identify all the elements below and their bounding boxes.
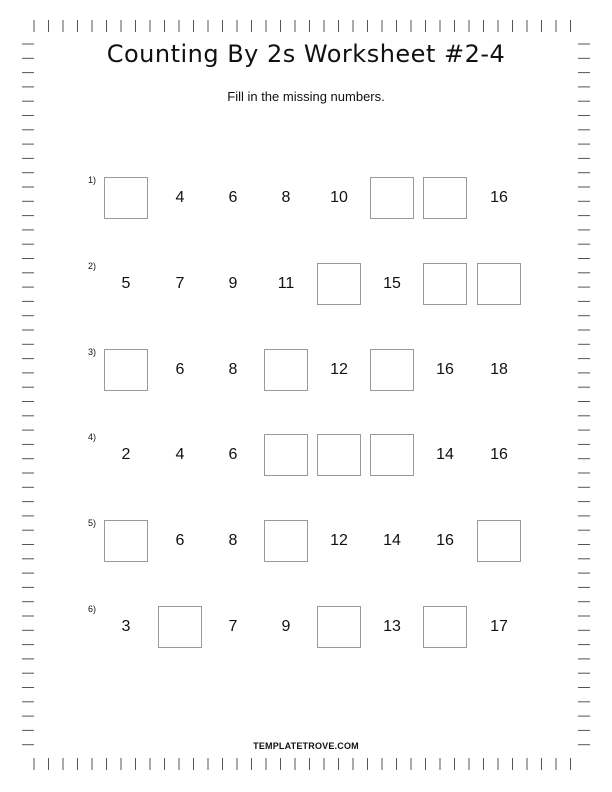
answer-box[interactable] bbox=[370, 349, 414, 391]
answer-box[interactable] bbox=[264, 520, 308, 562]
sequence-number: 18 bbox=[490, 361, 508, 378]
sequence-number: 16 bbox=[436, 361, 454, 378]
sequence-number: 8 bbox=[228, 361, 238, 378]
sequence-number: 15 bbox=[383, 275, 401, 292]
sequence-number: 10 bbox=[330, 189, 348, 206]
sequence-number: 4 bbox=[175, 189, 185, 206]
problem-number: 2) bbox=[88, 261, 97, 271]
answer-box[interactable] bbox=[423, 263, 467, 305]
sequence-number: 6 bbox=[175, 361, 185, 378]
answer-box[interactable] bbox=[264, 434, 308, 476]
problem-number: 1) bbox=[88, 175, 97, 185]
answer-box[interactable] bbox=[104, 349, 148, 391]
answer-box[interactable] bbox=[264, 349, 308, 391]
problem-number: 4) bbox=[88, 432, 97, 442]
sequence-number: 6 bbox=[228, 189, 238, 206]
footer-brand: TEMPLATETROVE.COM bbox=[253, 741, 359, 751]
answer-box[interactable] bbox=[158, 606, 202, 648]
instructions-text: Fill in the missing numbers. bbox=[227, 89, 385, 104]
problem-row bbox=[0, 349, 612, 393]
answer-box[interactable] bbox=[317, 263, 361, 305]
problem-number: 5) bbox=[88, 518, 97, 528]
problem-row bbox=[0, 606, 612, 650]
sequence-number: 13 bbox=[383, 618, 401, 635]
answer-box[interactable] bbox=[423, 606, 467, 648]
problem-row bbox=[0, 434, 612, 478]
sequence-number: 16 bbox=[436, 532, 454, 549]
sequence-number: 11 bbox=[277, 275, 295, 292]
problem-row bbox=[0, 520, 612, 564]
sequence-number: 14 bbox=[436, 446, 454, 463]
sequence-number: 8 bbox=[228, 532, 238, 549]
answer-box[interactable] bbox=[317, 434, 361, 476]
sequence-number: 3 bbox=[121, 618, 131, 635]
problem-row bbox=[0, 177, 612, 221]
sequence-number: 16 bbox=[490, 446, 508, 463]
sequence-number: 17 bbox=[490, 618, 508, 635]
sequence-number: 12 bbox=[330, 532, 348, 549]
answer-box[interactable] bbox=[477, 263, 521, 305]
sequence-number: 6 bbox=[175, 532, 185, 549]
sequence-number: 9 bbox=[228, 275, 238, 292]
problem-number: 6) bbox=[88, 604, 97, 614]
problem-number: 3) bbox=[88, 347, 97, 357]
answer-box[interactable] bbox=[423, 177, 467, 219]
answer-box[interactable] bbox=[370, 177, 414, 219]
sequence-number: 12 bbox=[330, 361, 348, 378]
sequence-number: 2 bbox=[121, 446, 131, 463]
sequence-number: 7 bbox=[228, 618, 238, 635]
sequence-number: 14 bbox=[383, 532, 401, 549]
answer-box[interactable] bbox=[104, 177, 148, 219]
answer-box[interactable] bbox=[317, 606, 361, 648]
sequence-number: 9 bbox=[281, 618, 291, 635]
sequence-number: 4 bbox=[175, 446, 185, 463]
sequence-number: 16 bbox=[490, 189, 508, 206]
answer-box[interactable] bbox=[477, 520, 521, 562]
worksheet-title: Counting By 2s Worksheet #2-4 bbox=[106, 40, 506, 68]
problem-row bbox=[0, 263, 612, 307]
answer-box[interactable] bbox=[370, 434, 414, 476]
sequence-number: 8 bbox=[281, 189, 291, 206]
sequence-number: 6 bbox=[228, 446, 238, 463]
sequence-number: 7 bbox=[175, 275, 185, 292]
sequence-number: 5 bbox=[121, 275, 131, 292]
answer-box[interactable] bbox=[104, 520, 148, 562]
